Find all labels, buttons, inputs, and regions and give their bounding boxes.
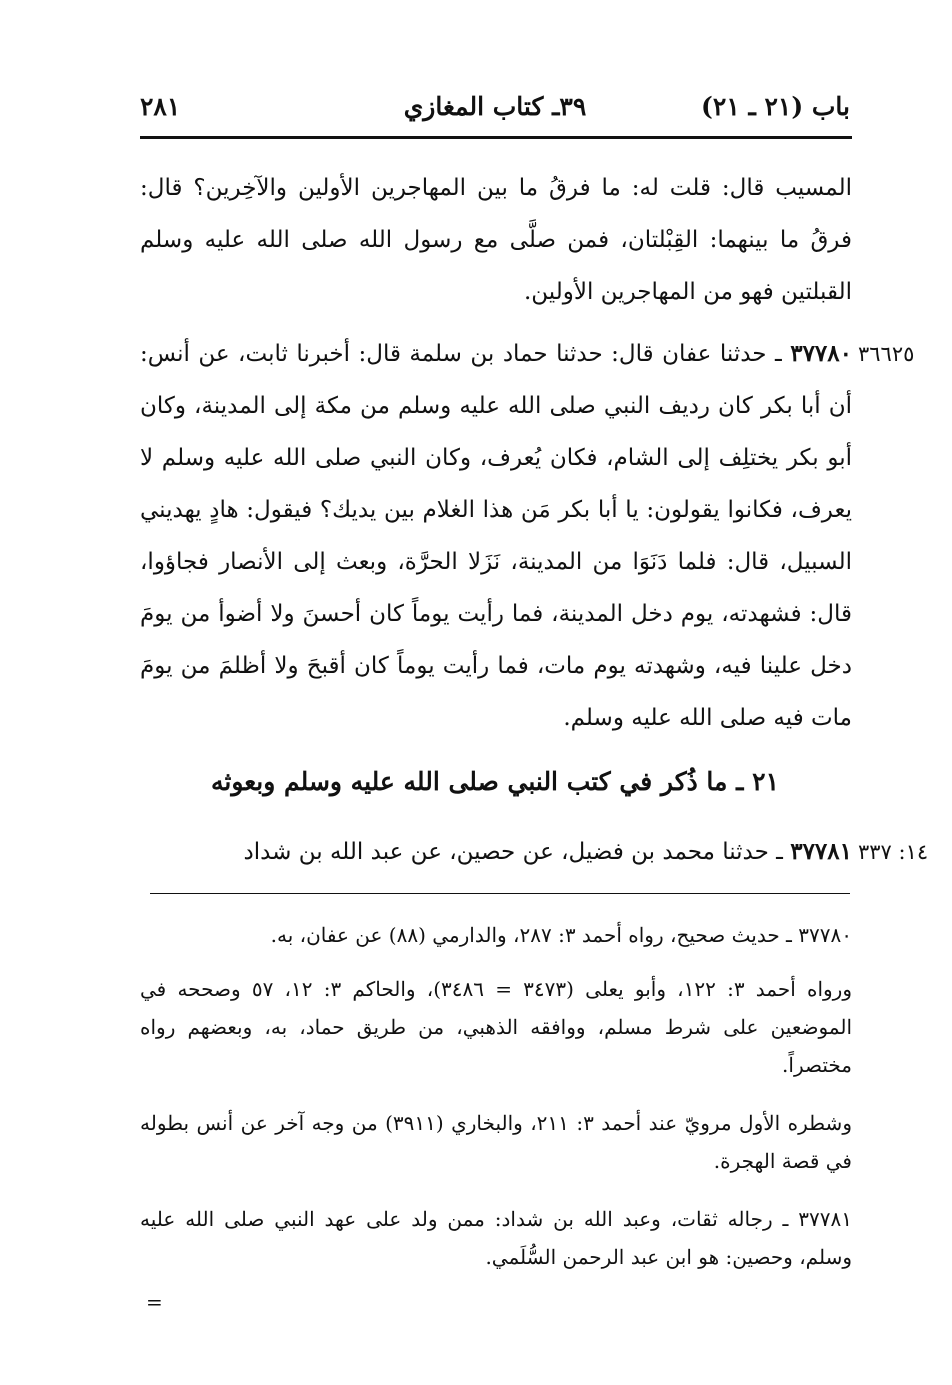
footnote: وشطره الأول مرويّ عند أحمد ٣: ٢١١، والبخاري (٣٩١١) من وجه آخر عن أنس بطوله في قصة الهجرة. bbox=[140, 1111, 852, 1173]
footnote: ٣٧٧٨١ ـ رجاله ثقات، وعبد الله بن شداد: ممن ولد على عهد النبي صلى الله عليه وسلم، وحصين: هو ابن عبد الرحمن السُّلَمي. bbox=[140, 1207, 852, 1269]
continuation-mark: = bbox=[146, 1290, 163, 1314]
page-number: ٢٨١ bbox=[140, 92, 181, 121]
margin-cross-reference: ٣٦٦٢٥ bbox=[858, 342, 915, 366]
hadith-37780 bbox=[140, 328, 852, 744]
chapter-range: باب (٢١ ـ ٢١) bbox=[701, 92, 850, 121]
footnote-separator bbox=[150, 893, 850, 894]
footnote: ٣٧٧٨٠ ـ حديث صحيح، رواه أحمد ٣: ٢٨٧، والدارمي (٨٨) عن عفان، به. bbox=[270, 923, 852, 947]
section-heading: ٢١ ـ ما ذُكر في كتب النبي صلى الله عليه وسلم وبعوثه bbox=[210, 767, 780, 796]
hadith-number: ٣٧٧٨١ bbox=[790, 838, 852, 865]
hadith-text: ـ حدثنا محمد بن فضيل، عن حصين، عن عبد الله بن شداد bbox=[243, 839, 783, 865]
header-rule bbox=[140, 136, 852, 139]
book-title: ٣٩ـ كتاب المغازي bbox=[403, 92, 587, 121]
footnote: ورواه أحمد ٣: ١٢٢، وأبو يعلى (٣٤٧٣ = ٣٤٨٦)، والحاكم ٣: ١٢، ٥٧ وصححه في الموضعين على شرط مسلم، ووافقه الذهبي، من طريق حماد، به، وبعضهم رواه مختصراً. bbox=[140, 977, 852, 1077]
paragraph-continuation: المسيب قال: قلت له: ما فرقُ ما بين المهاجرين الأولين والآخِرين؟ قال: فرقُ ما بينهما: القِبْلتان، فمن صلَّى مع رسول الله صلى الله عليه وسلم القبلتين فهو من المهاجرين الأولين. bbox=[140, 175, 852, 305]
hadith-text: ـ حدثنا عفان قال: حدثنا حماد بن سلمة قال: أخبرنا ثابت، عن أنس: أن أبا بكر كان رديف النبي صلى الله عليه وسلم من مكة إلى المدينة، وكان أبو بكر يختلِف إلى الشام، فكان يُعرف، وكان النبي صلى الله عليه وسلم لا يعرف، فكانوا يقولون: يا أبا بكر مَن هذا الغلام بين يديك؟ فيقول: هادٍ يهديني السبيل، قال: فلما دَنَوَا من المدينة، نَزَلا الحرَّة، وبعث إلى الأنصار فجاؤوا، قال: فشهدته، يوم دخل المدينة، فما رأيت يوماً كان أحسنَ ولا أضوأ من يومَ دخل علينا فيه، وشهدته يوم مات، فما رأيت يوماً كان أقبحَ ولا أظلمَ من يومَ مات فيه صلى الله عليه وسلم. bbox=[140, 341, 852, 731]
running-header bbox=[140, 86, 850, 130]
hadith-number: ٣٧٧٨٠ bbox=[790, 340, 852, 367]
margin-cross-reference: ١٤: ٣٣٧ bbox=[858, 840, 929, 864]
hadith-37781 bbox=[140, 826, 852, 878]
